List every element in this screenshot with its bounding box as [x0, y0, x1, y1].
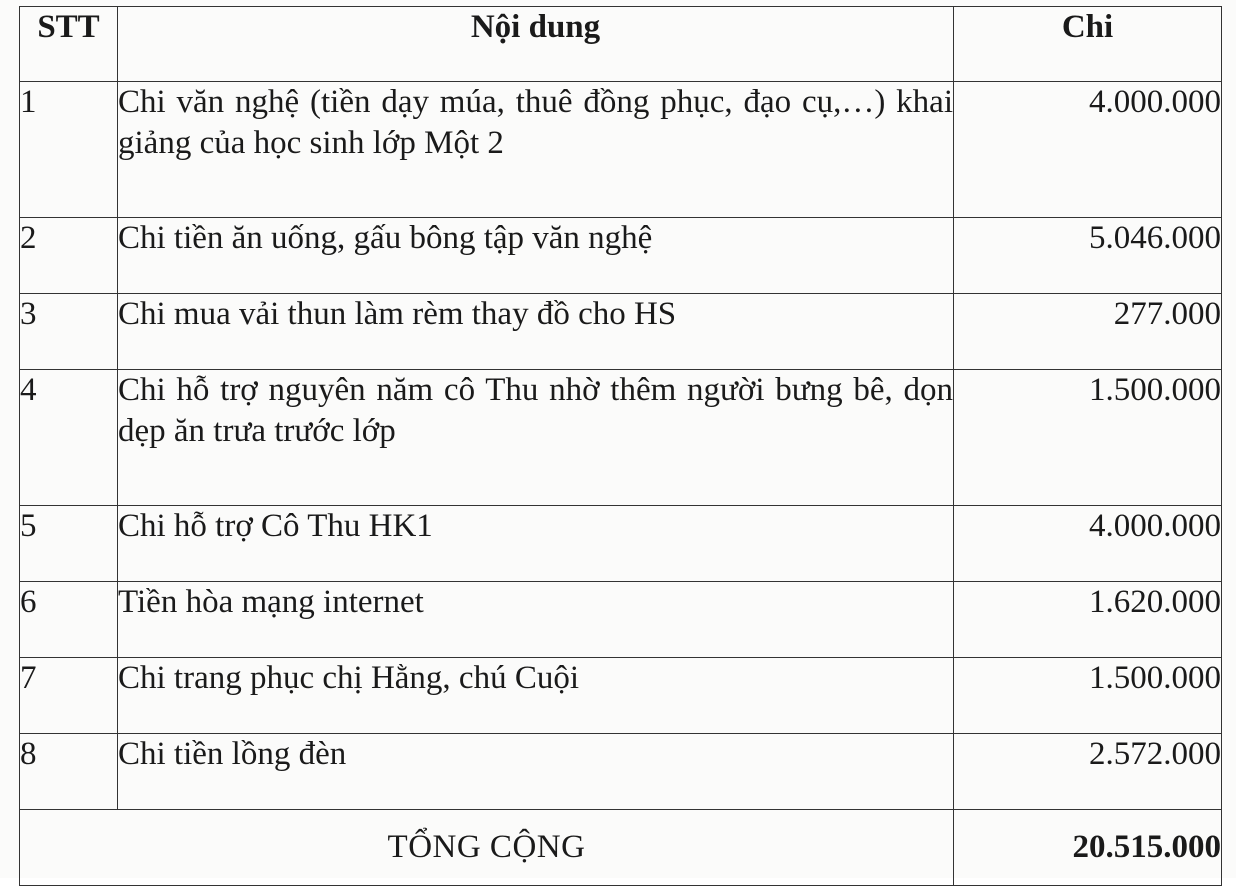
row-content: Chi hỗ trợ nguyên năm cô Thu nhờ thêm người bưng bê, dọn dẹp ăn trưa trước lớp [118, 370, 954, 506]
header-stt: STT [20, 7, 118, 82]
table-header-row [20, 7, 1222, 82]
table-row [20, 370, 1222, 506]
row-amount: 5.046.000 [954, 218, 1222, 294]
row-amount: 1.620.000 [954, 582, 1222, 658]
row-stt: 1 [20, 82, 118, 218]
table-row [20, 734, 1222, 810]
header-content: Nội dung [118, 7, 954, 82]
row-amount: 1.500.000 [954, 370, 1222, 506]
table-row [20, 82, 1222, 218]
total-amount: 20.515.000 [954, 810, 1222, 886]
row-content: Chi văn nghệ (tiền dạy múa, thuê đồng phục, đạo cụ,…) khai giảng của học sinh lớp Một 2 [118, 82, 954, 218]
table-row [20, 506, 1222, 582]
row-stt: 2 [20, 218, 118, 294]
row-stt: 3 [20, 294, 118, 370]
row-amount: 2.572.000 [954, 734, 1222, 810]
row-stt: 7 [20, 658, 118, 734]
row-content: Chi trang phục chị Hằng, chú Cuội [118, 658, 954, 734]
row-content: Chi mua vải thun làm rèm thay đồ cho HS [118, 294, 954, 370]
row-stt: 8 [20, 734, 118, 810]
row-stt: 5 [20, 506, 118, 582]
row-content: Chi hỗ trợ Cô Thu HK1 [118, 506, 954, 582]
row-amount: 4.000.000 [954, 82, 1222, 218]
table-row [20, 658, 1222, 734]
total-row [20, 810, 1222, 886]
row-amount: 1.500.000 [954, 658, 1222, 734]
row-amount: 277.000 [954, 294, 1222, 370]
row-stt: 6 [20, 582, 118, 658]
row-stt: 4 [20, 370, 118, 506]
table-row [20, 582, 1222, 658]
table-row [20, 218, 1222, 294]
total-label: TỔNG CỘNG [20, 810, 954, 886]
row-content: Tiền hòa mạng internet [118, 582, 954, 658]
header-amount: Chi [954, 7, 1222, 82]
expense-table [19, 6, 1222, 886]
row-content: Chi tiền ăn uống, gấu bông tập văn nghệ [118, 218, 954, 294]
table-row [20, 294, 1222, 370]
row-content: Chi tiền lồng đèn [118, 734, 954, 810]
row-amount: 4.000.000 [954, 506, 1222, 582]
